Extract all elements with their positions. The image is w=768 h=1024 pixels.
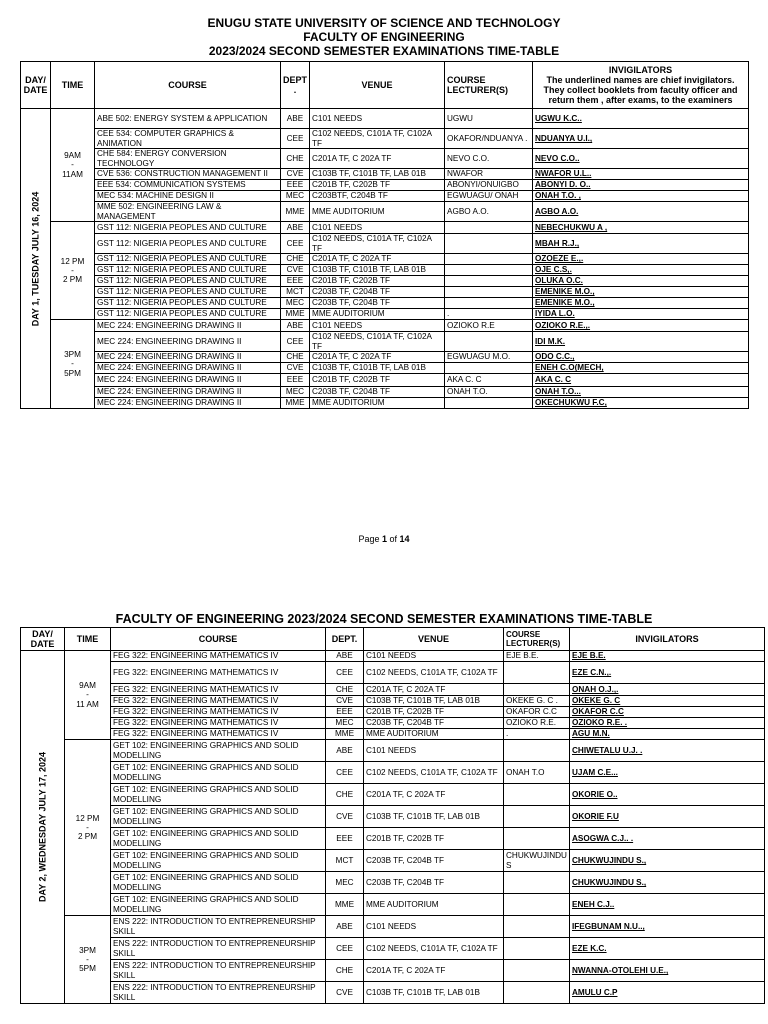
table-row: [21, 191, 749, 202]
dept-cell: MEC: [326, 718, 364, 729]
lecturer-cell: [504, 982, 570, 1004]
table-row: [21, 662, 765, 684]
course-cell: MEC 224: ENGINEERING DRAWING II: [95, 398, 281, 409]
course-cell: CHE 584: ENERGY CONVERSION TECHNOLOGY: [95, 149, 281, 169]
dept-cell: MEC: [326, 872, 364, 894]
col-day-date: DAY/ DATE: [21, 628, 65, 651]
course-cell: FEG 322: ENGINEERING MATHEMATICS IV: [111, 707, 326, 718]
time-slot-cell: [51, 109, 95, 222]
invigilators-note: The underlined names are chief invigilators. They collect booklets from faculty officer and return them , after exams, to the examiners: [543, 75, 738, 105]
dept-cell: MCT: [326, 850, 364, 872]
table-row: [21, 894, 765, 916]
time-slot-cell: [51, 320, 95, 409]
lecturer-cell: EGWUAGU/ ONAH: [445, 191, 533, 202]
venue-cell: C103B TF, C101B TF, LAB 01B: [310, 265, 445, 276]
course-cell: CVE 536: CONSTRUCTION MANAGEMENT II: [95, 169, 281, 180]
lecturer-cell: NEVO C.O.: [445, 149, 533, 169]
timetable-title-page-2: FACULTY OF ENGINEERING 2023/2024 SECOND SEMESTER EXAMINATIONS TIME-TABLE: [115, 612, 653, 626]
time-slot-line: -: [86, 954, 89, 964]
time-slot-line: 3PM: [64, 350, 81, 360]
dept-cell: EEE: [281, 374, 310, 387]
lecturer-cell: AGBO A.O.: [445, 202, 533, 222]
dept-cell: MEC: [281, 191, 310, 202]
col-venue: VENUE: [310, 62, 445, 109]
time-slot-cell: [65, 651, 111, 740]
venue-cell: C101 NEEDS: [310, 109, 445, 129]
course-cell: GET 102: ENGINEERING GRAPHICS AND SOLID MODELLING: [111, 784, 326, 806]
lecturer-cell: EGWUAGU M.O.: [445, 352, 533, 363]
course-cell: MEC 534: MACHINE DESIGN II: [95, 191, 281, 202]
col-lecturer: COURSE LECTURER(S): [445, 62, 533, 109]
col-course: COURSE: [95, 62, 281, 109]
time-slot-line: 9AM: [64, 151, 81, 161]
table-row: [21, 718, 765, 729]
lecturer-cell: [504, 960, 570, 982]
day-date-cell: [21, 651, 65, 1004]
invigilator-cell: AGU M.N.: [570, 729, 765, 740]
time-slot-line: -: [71, 359, 74, 369]
venue-cell: C203B TF, C204B TF: [364, 850, 504, 872]
venue-cell: MME AUDITORIUM: [310, 398, 445, 409]
table-row: [21, 149, 749, 169]
table-row: [21, 352, 749, 363]
invigilator-cell: AMULU C.P: [570, 982, 765, 1004]
dept-cell: MME: [281, 202, 310, 222]
invigilator-cell: IDI M.K.: [533, 332, 749, 352]
lecturer-cell: [504, 684, 570, 696]
dept-cell: CHE: [326, 960, 364, 982]
venue-cell: C101 NEEDS: [364, 651, 504, 662]
university-name: ENUGU STATE UNIVERSITY OF SCIENCE AND TECHNOLOGY: [207, 16, 561, 30]
time-slot-line: -: [71, 265, 74, 275]
course-cell: FEG 322: ENGINEERING MATHEMATICS IV: [111, 718, 326, 729]
course-cell: GET 102: ENGINEERING GRAPHICS AND SOLID MODELLING: [111, 740, 326, 762]
lecturer-cell: [445, 398, 533, 409]
dept-cell: CVE: [326, 696, 364, 707]
table-row: [21, 265, 749, 276]
table-row: [21, 387, 749, 398]
time-slot-line: -: [86, 690, 89, 700]
venue-cell: C102 NEEDS, C101A TF, C102A TF: [364, 662, 504, 684]
lecturer-cell: .: [445, 309, 533, 320]
time-slot-line: 12 PM: [75, 813, 100, 823]
course-cell: GST 112: NIGERIA PEOPLES AND CULTURE: [95, 265, 281, 276]
course-cell: GET 102: ENGINEERING GRAPHICS AND SOLID MODELLING: [111, 762, 326, 784]
lecturer-cell: ABONYI/ONUIGBO: [445, 180, 533, 191]
invigilator-cell: ENEH C.J..: [570, 894, 765, 916]
lecturer-cell: ONAH T.O: [504, 762, 570, 784]
dept-cell: CEE: [281, 129, 310, 149]
col-lecturer: COURSE LECTURER(S): [504, 628, 570, 651]
time-slot-line: 9AM: [79, 681, 96, 691]
course-cell: FEG 322: ENGINEERING MATHEMATICS IV: [111, 662, 326, 684]
venue-cell: C201A TF, C 202A TF: [364, 960, 504, 982]
table-row: [21, 180, 749, 191]
course-cell: MEC 224: ENGINEERING DRAWING II: [95, 387, 281, 398]
course-cell: MEC 224: ENGINEERING DRAWING II: [95, 352, 281, 363]
invigilator-cell: CHUKWUJINDU S.,: [570, 872, 765, 894]
col-invigilators: [533, 62, 749, 109]
dept-cell: CEE: [326, 662, 364, 684]
table-row: [21, 729, 765, 740]
lecturer-cell: [504, 938, 570, 960]
course-cell: CEE 534: COMPUTER GRAPHICS & ANIMATION: [95, 129, 281, 149]
dept-cell: CHE: [281, 149, 310, 169]
course-cell: MEC 224: ENGINEERING DRAWING II: [95, 363, 281, 374]
invigilator-cell: CHUKWUJINDU S.,: [570, 850, 765, 872]
invigilator-cell: OKORIE F.U: [570, 806, 765, 828]
venue-cell: C102 NEEDS, C101A TF, C102A TF: [364, 762, 504, 784]
venue-cell: C201A TF, C 202A TF: [310, 149, 445, 169]
table-row: [21, 332, 749, 352]
time-slot-line: 11AM: [62, 169, 83, 179]
venue-cell: C201A TF, C 202A TF: [364, 684, 504, 696]
lecturer-cell: [445, 222, 533, 234]
course-cell: GST 112: NIGERIA PEOPLES AND CULTURE: [95, 222, 281, 234]
table-row: [21, 740, 765, 762]
course-cell: GET 102: ENGINEERING GRAPHICS AND SOLID MODELLING: [111, 828, 326, 850]
venue-cell: C103B TF, C101B TF, LAB 01B: [310, 169, 445, 180]
lecturer-cell: OZIOKO R.E: [445, 320, 533, 332]
course-cell: GET 102: ENGINEERING GRAPHICS AND SOLID MODELLING: [111, 850, 326, 872]
venue-cell: C203B TF, C204B TF: [310, 387, 445, 398]
course-cell: MEC 224: ENGINEERING DRAWING II: [95, 332, 281, 352]
venue-cell: C201B TF, C202B TF: [364, 828, 504, 850]
venue-cell: C201B TF, C202B TF: [364, 707, 504, 718]
venue-cell: MME AUDITORIUM: [364, 729, 504, 740]
lecturer-cell: [504, 872, 570, 894]
dept-cell: MCT: [281, 287, 310, 298]
lecturer-cell: OZIOKO R.E.: [504, 718, 570, 729]
venue-cell: C102 NEEDS, C101A TF, C102A TF: [310, 332, 445, 352]
invigilator-cell: NEVO C.O..: [533, 149, 749, 169]
invigilator-cell: EJE B.E.: [570, 651, 765, 662]
venue-cell: C101 NEEDS: [364, 916, 504, 938]
dept-cell: CHE: [326, 684, 364, 696]
lecturer-cell: CHUKWUJINDU S: [504, 850, 570, 872]
lecturer-cell: ONAH T.O.: [445, 387, 533, 398]
course-cell: FEG 322: ENGINEERING MATHEMATICS IV: [111, 684, 326, 696]
col-course: COURSE: [111, 628, 326, 651]
course-cell: GST 112: NIGERIA PEOPLES AND CULTURE: [95, 234, 281, 254]
venue-cell: MME AUDITORIUM: [310, 309, 445, 320]
lecturer-cell: [504, 894, 570, 916]
course-cell: GET 102: ENGINEERING GRAPHICS AND SOLID MODELLING: [111, 894, 326, 916]
venue-cell: C201A TF, C 202A TF: [310, 254, 445, 265]
invigilator-cell: ONAH T.O. ,: [533, 191, 749, 202]
dept-cell: ABE: [281, 109, 310, 129]
table-row: [21, 222, 749, 234]
table-row: [21, 109, 749, 129]
time-slot-cell: [51, 222, 95, 320]
invigilator-cell: IFEGBUNAM N.U..,: [570, 916, 765, 938]
dept-cell: CHE: [281, 254, 310, 265]
invigilator-cell: OZOEZE E.,.: [533, 254, 749, 265]
invigilator-cell: OZIOKO R.E. .: [570, 718, 765, 729]
day-date-label: DAY 2, WEDNESDAY JULY 17, 2024: [36, 751, 47, 903]
invigilator-cell: UGWU K.C..: [533, 109, 749, 129]
lecturer-cell: [504, 828, 570, 850]
lecturer-cell: AKA C. C: [445, 374, 533, 387]
invigilator-cell: ODO C.C.,: [533, 352, 749, 363]
invigilator-cell: NWANNA-OTOLEHI U.E.,: [570, 960, 765, 982]
invigilator-cell: MBAH R.J.,: [533, 234, 749, 254]
dept-cell: EEE: [326, 828, 364, 850]
dept-cell: ABE: [326, 740, 364, 762]
time-slot-line: 2 PM: [62, 275, 83, 285]
invigilator-cell: NEBECHUKWU A ,: [533, 222, 749, 234]
dept-cell: CVE: [281, 169, 310, 180]
lecturer-cell: OKEKE G. C .: [504, 696, 570, 707]
venue-cell: C201A TF, C 202A TF: [364, 784, 504, 806]
dept-cell: CEE: [281, 332, 310, 352]
time-slot-cell: [65, 916, 111, 1004]
course-cell: EEE 534: COMMUNICATION SYSTEMS: [95, 180, 281, 191]
invigilator-cell: EZE K.C.: [570, 938, 765, 960]
course-cell: GST 112: NIGERIA PEOPLES AND CULTURE: [95, 298, 281, 309]
time-slot-cell: [65, 740, 111, 916]
venue-cell: C103B TF, C101B TF, LAB 01B: [364, 982, 504, 1004]
course-cell: FEG 322: ENGINEERING MATHEMATICS IV: [111, 651, 326, 662]
venue-cell: C203BTF, C204B TF: [310, 191, 445, 202]
invigilator-cell: ABONYI D. O..: [533, 180, 749, 191]
table-row: [21, 320, 749, 332]
table-row: [21, 960, 765, 982]
lecturer-cell: [445, 265, 533, 276]
course-cell: GET 102: ENGINEERING GRAPHICS AND SOLID MODELLING: [111, 806, 326, 828]
day-date-cell: [21, 109, 51, 409]
venue-cell: C203B TF, C204B TF: [364, 872, 504, 894]
invigilator-cell: EMENIKE M.O.,: [533, 287, 749, 298]
invigilator-cell: AGBO A.O.: [533, 202, 749, 222]
time-slot-line: 5PM: [79, 964, 96, 974]
venue-cell: C203B TF, C204B TF: [310, 287, 445, 298]
lecturer-cell: OKAFOR/NDUANYA .: [445, 129, 533, 149]
dept-cell: CEE: [281, 234, 310, 254]
table-row: [21, 129, 749, 149]
invigilator-cell: NWAFOR U.L..: [533, 169, 749, 180]
invigilator-cell: OZIOKO R.E.,.: [533, 320, 749, 332]
table-row: [21, 916, 765, 938]
lecturer-cell: NWAFOR: [445, 169, 533, 180]
table-row: [21, 806, 765, 828]
dept-cell: EEE: [326, 707, 364, 718]
lecturer-cell: [445, 276, 533, 287]
venue-cell: C201A TF, C 202A TF: [310, 352, 445, 363]
course-cell: ENS 222: INTRODUCTION TO ENTREPRENEURSHIP SKILL: [111, 960, 326, 982]
lecturer-cell: [445, 298, 533, 309]
lecturer-cell: [445, 234, 533, 254]
course-cell: MEC 224: ENGINEERING DRAWING II: [95, 374, 281, 387]
table-row: [21, 872, 765, 894]
invigilator-cell: OJE C.S,.: [533, 265, 749, 276]
invigilator-cell: OKORIE O..: [570, 784, 765, 806]
lecturer-cell: [504, 784, 570, 806]
time-slot-line: 11 AM: [76, 699, 99, 709]
invigilators-heading: INVIGILATORS: [608, 65, 673, 75]
time-slot-line: -: [86, 822, 89, 832]
lecturer-cell: [445, 332, 533, 352]
dept-cell: MME: [281, 309, 310, 320]
table-row: [21, 374, 749, 387]
venue-cell: C203B TF, C204B TF: [364, 718, 504, 729]
venue-cell: C101 NEEDS: [310, 320, 445, 332]
dept-cell: MEC: [281, 387, 310, 398]
dept-cell: ABE: [281, 320, 310, 332]
course-cell: GST 112: NIGERIA PEOPLES AND CULTURE: [95, 309, 281, 320]
venue-cell: C102 NEEDS, C101A TF, C102A TF: [310, 129, 445, 149]
invigilator-cell: ONAH T.O...: [533, 387, 749, 398]
invigilator-cell: AKA C. C: [533, 374, 749, 387]
venue-cell: MME AUDITORIUM: [310, 202, 445, 222]
dept-cell: CEE: [326, 762, 364, 784]
dept-cell: MEC: [281, 298, 310, 309]
invigilator-cell: UJAM C.E...: [570, 762, 765, 784]
table-row: [21, 707, 765, 718]
table-row: [21, 398, 749, 409]
table-row: [21, 169, 749, 180]
table-row: [21, 276, 749, 287]
dept-cell: CEE: [326, 938, 364, 960]
col-time: TIME: [65, 628, 111, 651]
course-cell: ABE 502: ENERGY SYSTEM & APPLICATION: [95, 109, 281, 129]
course-cell: MEC 224: ENGINEERING DRAWING II: [95, 320, 281, 332]
dept-cell: ABE: [326, 651, 364, 662]
table-row: [21, 254, 749, 265]
lecturer-cell: [504, 740, 570, 762]
dept-cell: CVE: [281, 363, 310, 374]
time-slot-line: 2 PM: [77, 832, 98, 842]
page-number: Page 1 of 14: [358, 534, 410, 544]
dept-cell: MME: [326, 729, 364, 740]
day-date-label: DAY 1, TUESDAY JULY 16, 2024: [29, 191, 40, 326]
col-time: TIME: [51, 62, 95, 109]
course-cell: FEG 322: ENGINEERING MATHEMATICS IV: [111, 729, 326, 740]
time-slot-line: 3PM: [79, 945, 96, 955]
table-row: [21, 651, 765, 662]
table-row: [21, 762, 765, 784]
venue-cell: C101 NEEDS: [364, 740, 504, 762]
table-row: [21, 309, 749, 320]
table-row: [21, 938, 765, 960]
table-row: [21, 982, 765, 1004]
lecturer-cell: [445, 287, 533, 298]
dept-cell: CVE: [281, 265, 310, 276]
lecturer-cell: [445, 254, 533, 265]
course-cell: GET 102: ENGINEERING GRAPHICS AND SOLID MODELLING: [111, 872, 326, 894]
invigilator-cell: OLUKA O.C.: [533, 276, 749, 287]
lecturer-cell: [504, 806, 570, 828]
dept-cell: ABE: [281, 222, 310, 234]
venue-cell: C203B TF, C204B TF: [310, 298, 445, 309]
invigilator-cell: OKAFOR C.C: [570, 707, 765, 718]
dept-cell: CHE: [281, 352, 310, 363]
col-invigilators: INVIGILATORS: [570, 628, 765, 651]
invigilator-cell: EMENIKE M.O.,: [533, 298, 749, 309]
course-cell: GST 112: NIGERIA PEOPLES AND CULTURE: [95, 254, 281, 265]
invigilator-cell: CHIWETALU U.J. .: [570, 740, 765, 762]
lecturer-cell: [504, 916, 570, 938]
time-slot-line: -: [71, 160, 74, 170]
invigilator-cell: OKEKE G. C: [570, 696, 765, 707]
table-row: [21, 850, 765, 872]
faculty-name: FACULTY OF ENGINEERING: [303, 30, 465, 44]
course-cell: GST 112: NIGERIA PEOPLES AND CULTURE: [95, 287, 281, 298]
venue-cell: C201B TF, C202B TF: [310, 180, 445, 191]
invigilator-cell: ENEH C.O(MECH,: [533, 363, 749, 374]
invigilator-cell: ONAH O.J.,.: [570, 684, 765, 696]
col-day-date: DAY/ DATE: [21, 62, 51, 109]
course-cell: FEG 322: ENGINEERING MATHEMATICS IV: [111, 696, 326, 707]
col-dept: DEPT.: [326, 628, 364, 651]
table-row: [21, 828, 765, 850]
table-row: [21, 287, 749, 298]
dept-cell: EEE: [281, 276, 310, 287]
venue-cell: C103B TF, C101B TF, LAB 01B: [364, 806, 504, 828]
table-row: [21, 784, 765, 806]
dept-cell: ABE: [326, 916, 364, 938]
lecturer-cell: UGWU: [445, 109, 533, 129]
dept-cell: CVE: [326, 982, 364, 1004]
col-venue: VENUE: [364, 628, 504, 651]
table-row: [21, 234, 749, 254]
invigilator-cell: NDUANYA U.I.,: [533, 129, 749, 149]
venue-cell: C102 NEEDS, C101A TF, C102A TF: [310, 234, 445, 254]
table-row: [21, 696, 765, 707]
invigilator-cell: IYIDA L.O.: [533, 309, 749, 320]
course-cell: ENS 222: INTRODUCTION TO ENTREPRENEURSHIP SKILL: [111, 916, 326, 938]
course-cell: MME 502: ENGINEERING LAW & MANAGEMENT: [95, 202, 281, 222]
dept-cell: CVE: [326, 806, 364, 828]
invigilator-cell: ASOGWA C.J.. .: [570, 828, 765, 850]
course-cell: ENS 222: INTRODUCTION TO ENTREPRENEURSHIP SKILL: [111, 982, 326, 1004]
lecturer-cell: .: [504, 729, 570, 740]
timetable-day-2: [20, 627, 765, 1004]
venue-cell: C102 NEEDS, C101A TF, C102A TF: [364, 938, 504, 960]
venue-cell: C201B TF, C202B TF: [310, 374, 445, 387]
dept-cell: MME: [281, 398, 310, 409]
venue-cell: C103B TF, C101B TF, LAB 01B: [310, 363, 445, 374]
table-row: [21, 202, 749, 222]
course-cell: GST 112: NIGERIA PEOPLES AND CULTURE: [95, 276, 281, 287]
venue-cell: C101 NEEDS: [310, 222, 445, 234]
dept-cell: EEE: [281, 180, 310, 191]
table-row: [21, 363, 749, 374]
timetable-day-1: [20, 61, 749, 409]
timetable-title: 2023/2024 SECOND SEMESTER EXAMINATIONS TIME-TABLE: [208, 44, 560, 58]
time-slot-line: 12 PM: [60, 256, 85, 266]
venue-cell: C201B TF, C202B TF: [310, 276, 445, 287]
venue-cell: C103B TF, C101B TF, LAB 01B: [364, 696, 504, 707]
lecturer-cell: [504, 662, 570, 684]
lecturer-cell: OKAFOR C.C: [504, 707, 570, 718]
table-row: [21, 684, 765, 696]
dept-cell: CHE: [326, 784, 364, 806]
invigilator-cell: OKECHUKWU F.C,: [533, 398, 749, 409]
lecturer-cell: [445, 363, 533, 374]
dept-cell: MME: [326, 894, 364, 916]
page-1: [0, 16, 768, 58]
col-dept: DEPT .: [281, 62, 310, 109]
table-row: [21, 298, 749, 309]
course-cell: ENS 222: INTRODUCTION TO ENTREPRENEURSHIP SKILL: [111, 938, 326, 960]
invigilator-cell: EZE C.N.,.: [570, 662, 765, 684]
lecturer-cell: EJE B.E.: [504, 651, 570, 662]
venue-cell: MME AUDITORIUM: [364, 894, 504, 916]
time-slot-line: 5PM: [64, 368, 81, 378]
